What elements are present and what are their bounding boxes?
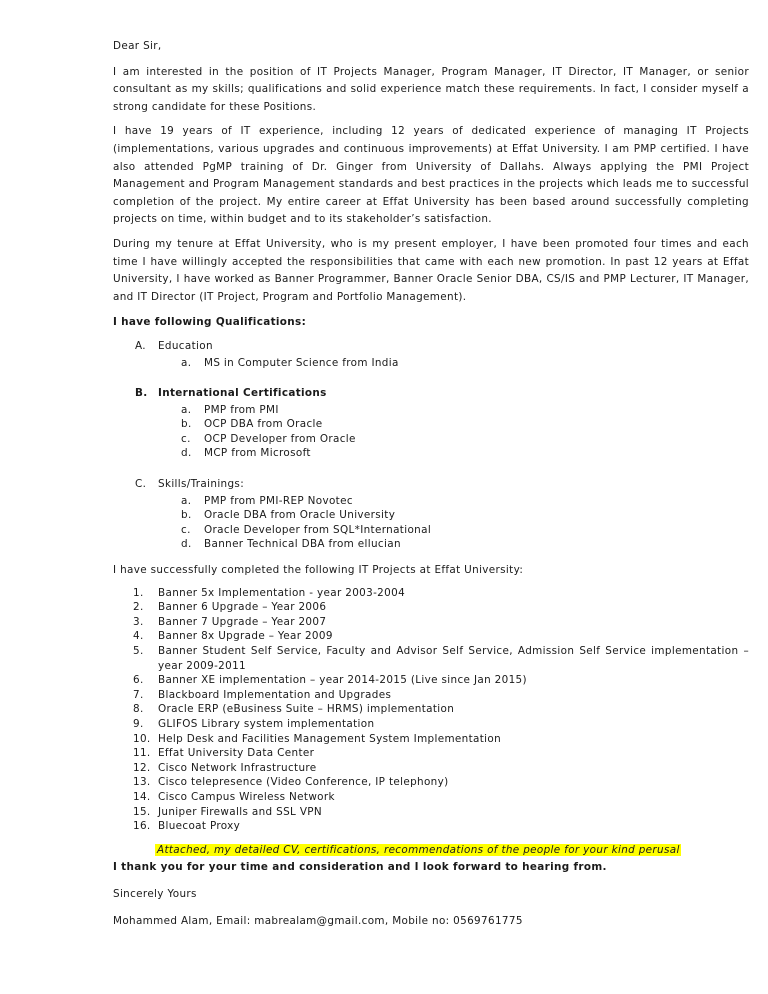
list-item	[113, 746, 749, 761]
qualification-section-education	[113, 338, 749, 370]
item-number: 3.	[133, 615, 144, 628]
list-item	[113, 537, 749, 552]
item-number: 4.	[133, 630, 144, 643]
list-item	[113, 432, 749, 447]
section-title: Skills/Trainings:	[158, 478, 245, 491]
item-text: Help Desk and Facilities Management System Implementation	[158, 732, 502, 745]
item-marker: d.	[181, 538, 192, 551]
list-item	[113, 775, 749, 790]
item-number: 16.	[133, 820, 151, 833]
list-item	[113, 446, 749, 461]
qualification-section-skills	[113, 476, 749, 552]
item-marker: a.	[181, 494, 192, 507]
item-number: 7.	[133, 688, 144, 701]
list-item	[113, 494, 749, 509]
list-item	[113, 508, 749, 523]
item-number: 6.	[133, 674, 144, 687]
list-item	[113, 600, 749, 615]
list-item	[113, 629, 749, 644]
item-number: 1.	[133, 586, 144, 599]
item-text: Banner 8x Upgrade – Year 2009	[158, 630, 333, 643]
item-marker: a.	[181, 403, 192, 416]
list-item	[113, 644, 749, 673]
item-number: 11.	[133, 747, 151, 760]
item-text: Bluecoat Proxy	[158, 820, 241, 833]
item-text: Banner Technical DBA from ellucian	[204, 538, 401, 551]
item-marker: c.	[181, 523, 191, 536]
section-marker: B.	[135, 387, 148, 400]
certification-items	[113, 403, 749, 461]
item-text: Effat University Data Center	[158, 747, 315, 760]
item-number: 8.	[133, 703, 144, 716]
item-text: OCP Developer from Oracle	[204, 432, 356, 445]
experience-paragraph: I have 19 years of IT experience, including 12 years of dedicated experience of managing IT Projects (implementations, various upgrades and continuous improvements) at Effat University. I am PMP certified. I have also attended PgMP training of Dr. Ginger from University of Dallahs. Always applying the PMI Project Management and Program Management standards and best practices in the projects which leads me to successful completion of the project. My entire career at Effat University has been based around successfully completing projects on time, within budget and to its stakeholder’s satisfaction.	[113, 125, 749, 226]
section-title: Education	[158, 339, 213, 352]
section-marker: C.	[135, 478, 147, 491]
item-text: Banner Student Self Service, Faculty and Advisor Self Service, Admission Self Service implementation – year 2009-2011	[158, 645, 749, 672]
list-item	[113, 702, 749, 717]
education-items	[113, 356, 749, 371]
item-number: 15.	[133, 805, 151, 818]
item-marker: c.	[181, 432, 191, 445]
item-text: MCP from Microsoft	[204, 447, 311, 460]
list-item	[113, 403, 749, 418]
item-text: PMP from PMI	[204, 403, 279, 416]
projects-list	[113, 586, 749, 834]
list-item	[113, 717, 749, 732]
list-item	[113, 688, 749, 703]
item-text: Oracle ERP (eBusiness Suite – HRMS) implementation	[158, 703, 455, 716]
tenure-paragraph: During my tenure at Effat University, who is my present employer, I have been promoted four times and each time I have willingly accepted the responsibilities that came with each new promotion. In past 12 years at Effat University, I have worked as Banner Programmer, Banner Oracle Senior DBA, CS/IS and PMP Lecturer, IT Manager, and IT Director (IT Project, Program and Portfolio Management).	[113, 237, 749, 303]
item-marker: d.	[181, 447, 192, 460]
item-number: 2.	[133, 601, 144, 614]
signature: Mohammed Alam, Email: mabrealam@gmail.com, Mobile no: 0569761775	[113, 914, 523, 927]
list-item	[113, 819, 749, 834]
item-text: GLIFOS Library system implementation	[158, 717, 375, 730]
list-item	[113, 761, 749, 776]
item-text: Banner 5x Implementation - year 2003-2004	[158, 586, 406, 599]
item-number: 13.	[133, 776, 151, 789]
skills-items	[113, 494, 749, 552]
list-item	[113, 805, 749, 820]
list-item	[113, 356, 749, 371]
item-marker: a.	[181, 356, 192, 369]
list-item	[113, 673, 749, 688]
item-number: 12.	[133, 761, 151, 774]
thanks-line: I thank you for your time and consideration and I look forward to hearing from.	[113, 861, 607, 874]
item-text: Banner XE implementation – year 2014-2015 (Live since Jan 2015)	[158, 674, 527, 687]
item-text: Oracle DBA from Oracle University	[204, 509, 396, 522]
item-text: Cisco Campus Wireless Network	[158, 790, 335, 803]
section-title: International Certifications	[158, 387, 327, 400]
item-text: Juniper Firewalls and SSL VPN	[158, 805, 323, 818]
list-item	[113, 790, 749, 805]
greeting: Dear Sir,	[113, 40, 162, 52]
list-item	[113, 615, 749, 630]
intro-paragraph: I am interested in the position of IT Projects Manager, Program Manager, IT Director, IT Manager, or senior consultant as my skills; qualifications and solid experience match these requirements. In fact, I consider myself a strong candidate for these Positions.	[113, 65, 749, 113]
qualification-section-certifications	[113, 385, 749, 461]
item-text: Banner 6 Upgrade – Year 2006	[158, 601, 327, 614]
projects-intro: I have successfully completed the following IT Projects at Effat University:	[113, 564, 524, 577]
section-marker: A.	[135, 339, 146, 352]
item-text: MS in Computer Science from India	[204, 356, 399, 369]
list-item	[113, 523, 749, 538]
item-marker: b.	[181, 418, 192, 431]
qualifications-list	[113, 338, 749, 552]
cover-letter	[113, 38, 749, 930]
item-text: OCP DBA from Oracle	[204, 418, 323, 431]
item-number: 5.	[133, 645, 144, 657]
qualifications-heading: I have following Qualifications:	[113, 316, 307, 329]
item-number: 10.	[133, 732, 151, 745]
item-marker: b.	[181, 509, 192, 522]
item-number: 9.	[133, 717, 144, 730]
item-number: 14.	[133, 790, 151, 803]
item-text: PMP from PMI-REP Novotec	[204, 494, 353, 507]
closing: Sincerely Yours	[113, 887, 197, 900]
item-text: Banner 7 Upgrade – Year 2007	[158, 615, 327, 628]
attachment-note: Attached, my detailed CV, certifications, recommendations of the people for your kind perusal	[157, 843, 680, 856]
item-text: Oracle Developer from SQL*International	[204, 523, 432, 536]
item-text: Cisco telepresence (Video Conference, IP telephony)	[158, 776, 449, 789]
list-item	[113, 586, 749, 601]
list-item	[113, 417, 749, 432]
item-text: Cisco Network Infrastructure	[158, 761, 317, 774]
list-item	[113, 732, 749, 747]
item-text: Blackboard Implementation and Upgrades	[158, 688, 392, 701]
